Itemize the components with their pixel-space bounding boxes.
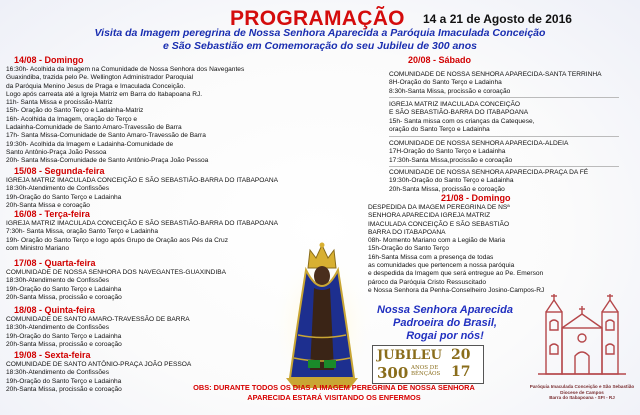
caption-line-1: Nossa Senhora Aparecida — [377, 304, 513, 316]
schedule-line: E SÃO SEBASTIÃO-BARRA DO ITABAPOANA — [389, 109, 529, 117]
schedule-line: 19:30h-Oração do Santo Terço e Ladainha — [389, 177, 514, 185]
schedule-line: 19h-Oração do Santo Terço e Ladainha — [6, 332, 122, 340]
day-heading-16: 16/08 - Terça-feira — [14, 209, 90, 219]
jubileu-tagline — [411, 365, 440, 377]
schedule-line: DESPEDIDA DA IMAGEM PEREGRINA DE NSª — [368, 204, 510, 211]
divider — [389, 97, 619, 98]
day-heading-18: 18/08 - Quinta-feira — [14, 305, 96, 315]
schedule-line: 16h- Acolhida da Imagem, oração do Terço e — [6, 115, 138, 123]
day-14-schedule — [6, 66, 244, 166]
day-20-block-1 — [389, 71, 602, 96]
schedule-line: 15h-Oração do Santo Terço — [368, 245, 449, 253]
day-heading-20: 20/08 - Sábado — [408, 55, 472, 65]
schedule-line: 18:30h-Atendimento de Confissões — [6, 185, 110, 193]
day-19-schedule — [6, 361, 191, 394]
jubileu-number: 300 — [377, 364, 409, 382]
schedule-line: COMUNIDADE DE SANTO AMARO-TRAVESSÃO DE BARRA — [6, 316, 190, 323]
schedule-line: 11h- Santa Missa e procissão-Matriz — [6, 99, 113, 107]
church-illustration — [532, 292, 632, 382]
schedule-line: Ladainha-Comunidade de Santo Amaro-Travessão de Barra — [6, 124, 182, 132]
subtitle-line-1: Visita da Imagem peregrina de Nossa Senhora Aparecida a Paróquia Imaculada Conceição — [94, 27, 546, 39]
schedule-line: 15h- Santa missa com os crianças da Catequese, — [389, 117, 535, 125]
day-20-block-3 — [389, 140, 568, 165]
footer-note-line-2: APARECIDA ESTARÁ VISITANDO OS ENFERMOS — [247, 393, 421, 402]
schedule-line: oração do Santo Terço e Ladainha — [389, 125, 490, 133]
schedule-line: 16h-Santa Missa com a presença de todas — [368, 253, 494, 261]
jubileu-bencaos: BÊNÇÃOS — [411, 371, 441, 377]
schedule-line: Santo Antônio-Praça João Pessoa — [6, 148, 107, 156]
schedule-line: 18:30h-Atendimento de Confissões — [6, 324, 110, 332]
schedule-line: IGREJA MATRIZ IMACULADA CONCEIÇÃO E SÃO SEBASTIÃO-BARRA DO ITABAPOANA — [6, 177, 278, 184]
day-15-schedule — [6, 177, 278, 210]
schedule-line: IMACULADA CONCEIÇÃO E SÃO SEBASTIÃO — [368, 220, 510, 228]
schedule-line: Logo após carreata até a Igreja Matriz em Barra do Itabapoana RJ. — [6, 90, 203, 98]
day-18-schedule — [6, 316, 190, 349]
schedule-line: 19h- Oração do Santo Terço e logo após Grupo de Oração aos Pés da Cruz — [6, 236, 229, 244]
subtitle-line-2: e São Sebastião em Comemoração do seu Jubileu de 300 anos — [163, 40, 477, 52]
schedule-line: 7:30h- Santa Missa, oração Santo Terço e Ladainha — [6, 228, 158, 236]
schedule-line: 17H-Oração do Santo Terço e Ladainha — [389, 148, 506, 156]
page-title: PROGRAMAÇÃO — [230, 7, 405, 30]
schedule-line: pároco da Paróquia Cristo Ressuscitado — [368, 278, 487, 286]
our-lady-aparecida-image — [272, 240, 372, 390]
schedule-line: 20h-Santa Missa, procissão e coroação — [6, 340, 122, 348]
caption — [370, 304, 520, 343]
schedule-line: 18:30h-Atendimento de Confissões — [6, 369, 110, 377]
schedule-line: SENHORA APARECIDA IGREJA MATRIZ — [368, 212, 491, 220]
schedule-line: e despedida da Imagem que será entregue ao Pe. Emerson — [368, 270, 544, 278]
schedule-line: 8H-Oração do Santo Terço e Ladainha — [389, 79, 502, 87]
schedule-line: 8:30h-Santa Missa, procissão e coroação — [389, 87, 511, 95]
schedule-line: 20h-Santa Missa, procissão e coroação — [389, 185, 505, 193]
schedule-line: 20h-Santa Missa, procissão e coroação — [6, 293, 122, 301]
schedule-line: Guaxindiba, trazida pelo Pe. Wellington Administrador Paroquial — [6, 74, 194, 82]
jubileu-word: JUBILEU — [377, 348, 442, 363]
schedule-line: BARRA DO ITABAPOANA — [368, 228, 446, 236]
schedule-line: as comunidades que pertencem a nossa paróquia — [368, 262, 515, 270]
schedule-line: 17h- Santa Missa-Comunidade de Santo Amaro-Travessão de Barra — [6, 132, 206, 140]
schedule-line: 17:30h-Santa Missa,procissão e coroação — [389, 156, 513, 164]
day-heading-21: 21/08 - Domingo — [441, 193, 511, 203]
schedule-line: da Paróquia Menino Jesus de Praga e Imaculada Conceição. — [6, 82, 186, 90]
schedule-line: 19h-Oração do Santo Terço e Ladainha — [6, 377, 122, 385]
caption-line-2: Padroeira do Brasil, — [393, 317, 497, 329]
schedule-line: IGREJA MATRIZ IMACULADA CONCEIÇÃO — [389, 101, 521, 108]
schedule-line: 19:30h- Acolhida da Imagem e Ladainha-Comunidade de — [6, 140, 174, 148]
day-heading-14: 14/08 - Domingo — [14, 55, 84, 65]
church-caption-1: Paróquia Imaculada Conceição e São Sebastião — [529, 384, 635, 389]
schedule-line: 15h- Oração do Santo Terço e Ladainha-Matriz — [6, 107, 144, 115]
day-17-schedule — [6, 269, 226, 302]
jubileu-logo — [372, 345, 484, 384]
schedule-line: COMUNIDADE DE NOSSA SENHORA APARECIDA-ALDEIA — [389, 140, 569, 147]
schedule-line: COMUNIDADE DE NOSSA SENHORA DOS NAVEGANTES-GUAXINDIBA — [6, 269, 227, 276]
schedule-line: COMUNIDADE DE SANTO ANTÔNIO-PRAÇA JOÃO PESSOA — [6, 361, 192, 368]
day-heading-19: 19/08 - Sexta-feira — [14, 350, 91, 360]
subtitle — [0, 27, 640, 53]
schedule-line: 18:30h-Atendimento de Confissões — [6, 277, 110, 285]
schedule-line: 20h- Santa Missa-Comunidade de Santo Antônio-Praça João Pessoa — [6, 157, 209, 165]
schedule-line: 19h-Oração do Santo Terço e Ladainha — [6, 285, 122, 293]
schedule-line: COMUNIDADE DE NOSSA SENHORA APARECIDA-SANTA TERRINHA — [389, 71, 602, 78]
schedule-line: e Nossa Senhora da Penha-Conselheiro Josino-Campos-RJ — [368, 286, 545, 294]
schedule-line: 19h-Oração do Santo Terço e Ladainha — [6, 193, 122, 201]
jubileu-years-a: 20 — [451, 347, 471, 363]
jubileu-years-b: 17 — [451, 364, 471, 380]
caption-line-3: Rogai por nós! — [406, 330, 484, 342]
church-caption-3: Barra do Itabapoana - SFI - RJ — [549, 395, 615, 401]
day-20-block-2 — [389, 101, 535, 134]
church-caption — [526, 384, 638, 401]
schedule-line: IGREJA MATRIZ IMACULADA CONCEIÇÃO E SÃO SEBASTIÃO-BARRA DO ITABAPOANA — [6, 220, 278, 227]
day-16-schedule — [6, 220, 278, 253]
church-caption-2: Diocese de Campos — [560, 389, 604, 395]
schedule-line: 20h-Santa Missa e coroação — [6, 201, 90, 209]
schedule-line: 16:30h- Acolhida da Imagem na Comunidade de Nossa Senhora dos Navegantes — [6, 66, 245, 73]
event-dates: 14 a 21 de Agosto de 2016 — [423, 12, 572, 26]
day-21-schedule — [368, 204, 544, 295]
schedule-line: 20h-Santa Missa, procissão e coroação — [6, 385, 122, 393]
jubileu-anos: ANOS DE — [411, 365, 439, 371]
footer-note-line-1: OBS: DURANTE TODOS OS DIAS A IMAGEM PEREGRINA DE NOSSA SENHORA — [193, 383, 475, 392]
day-heading-15: 15/08 - Segunda-feira — [14, 166, 105, 176]
divider — [389, 166, 619, 167]
day-heading-17: 17/08 - Quarta-feira — [14, 258, 96, 268]
day-20-block-4 — [389, 169, 588, 194]
schedule-line: 08h- Momento Mariano com a Legião de Maria — [368, 237, 506, 245]
schedule-line: COMUNIDADE DE NOSSA SENHORA APARECIDA-PRAÇA DA FÉ — [389, 169, 589, 176]
footer-note — [184, 383, 484, 403]
schedule-line: com Ministro Mariano — [6, 244, 70, 252]
divider — [389, 136, 619, 137]
